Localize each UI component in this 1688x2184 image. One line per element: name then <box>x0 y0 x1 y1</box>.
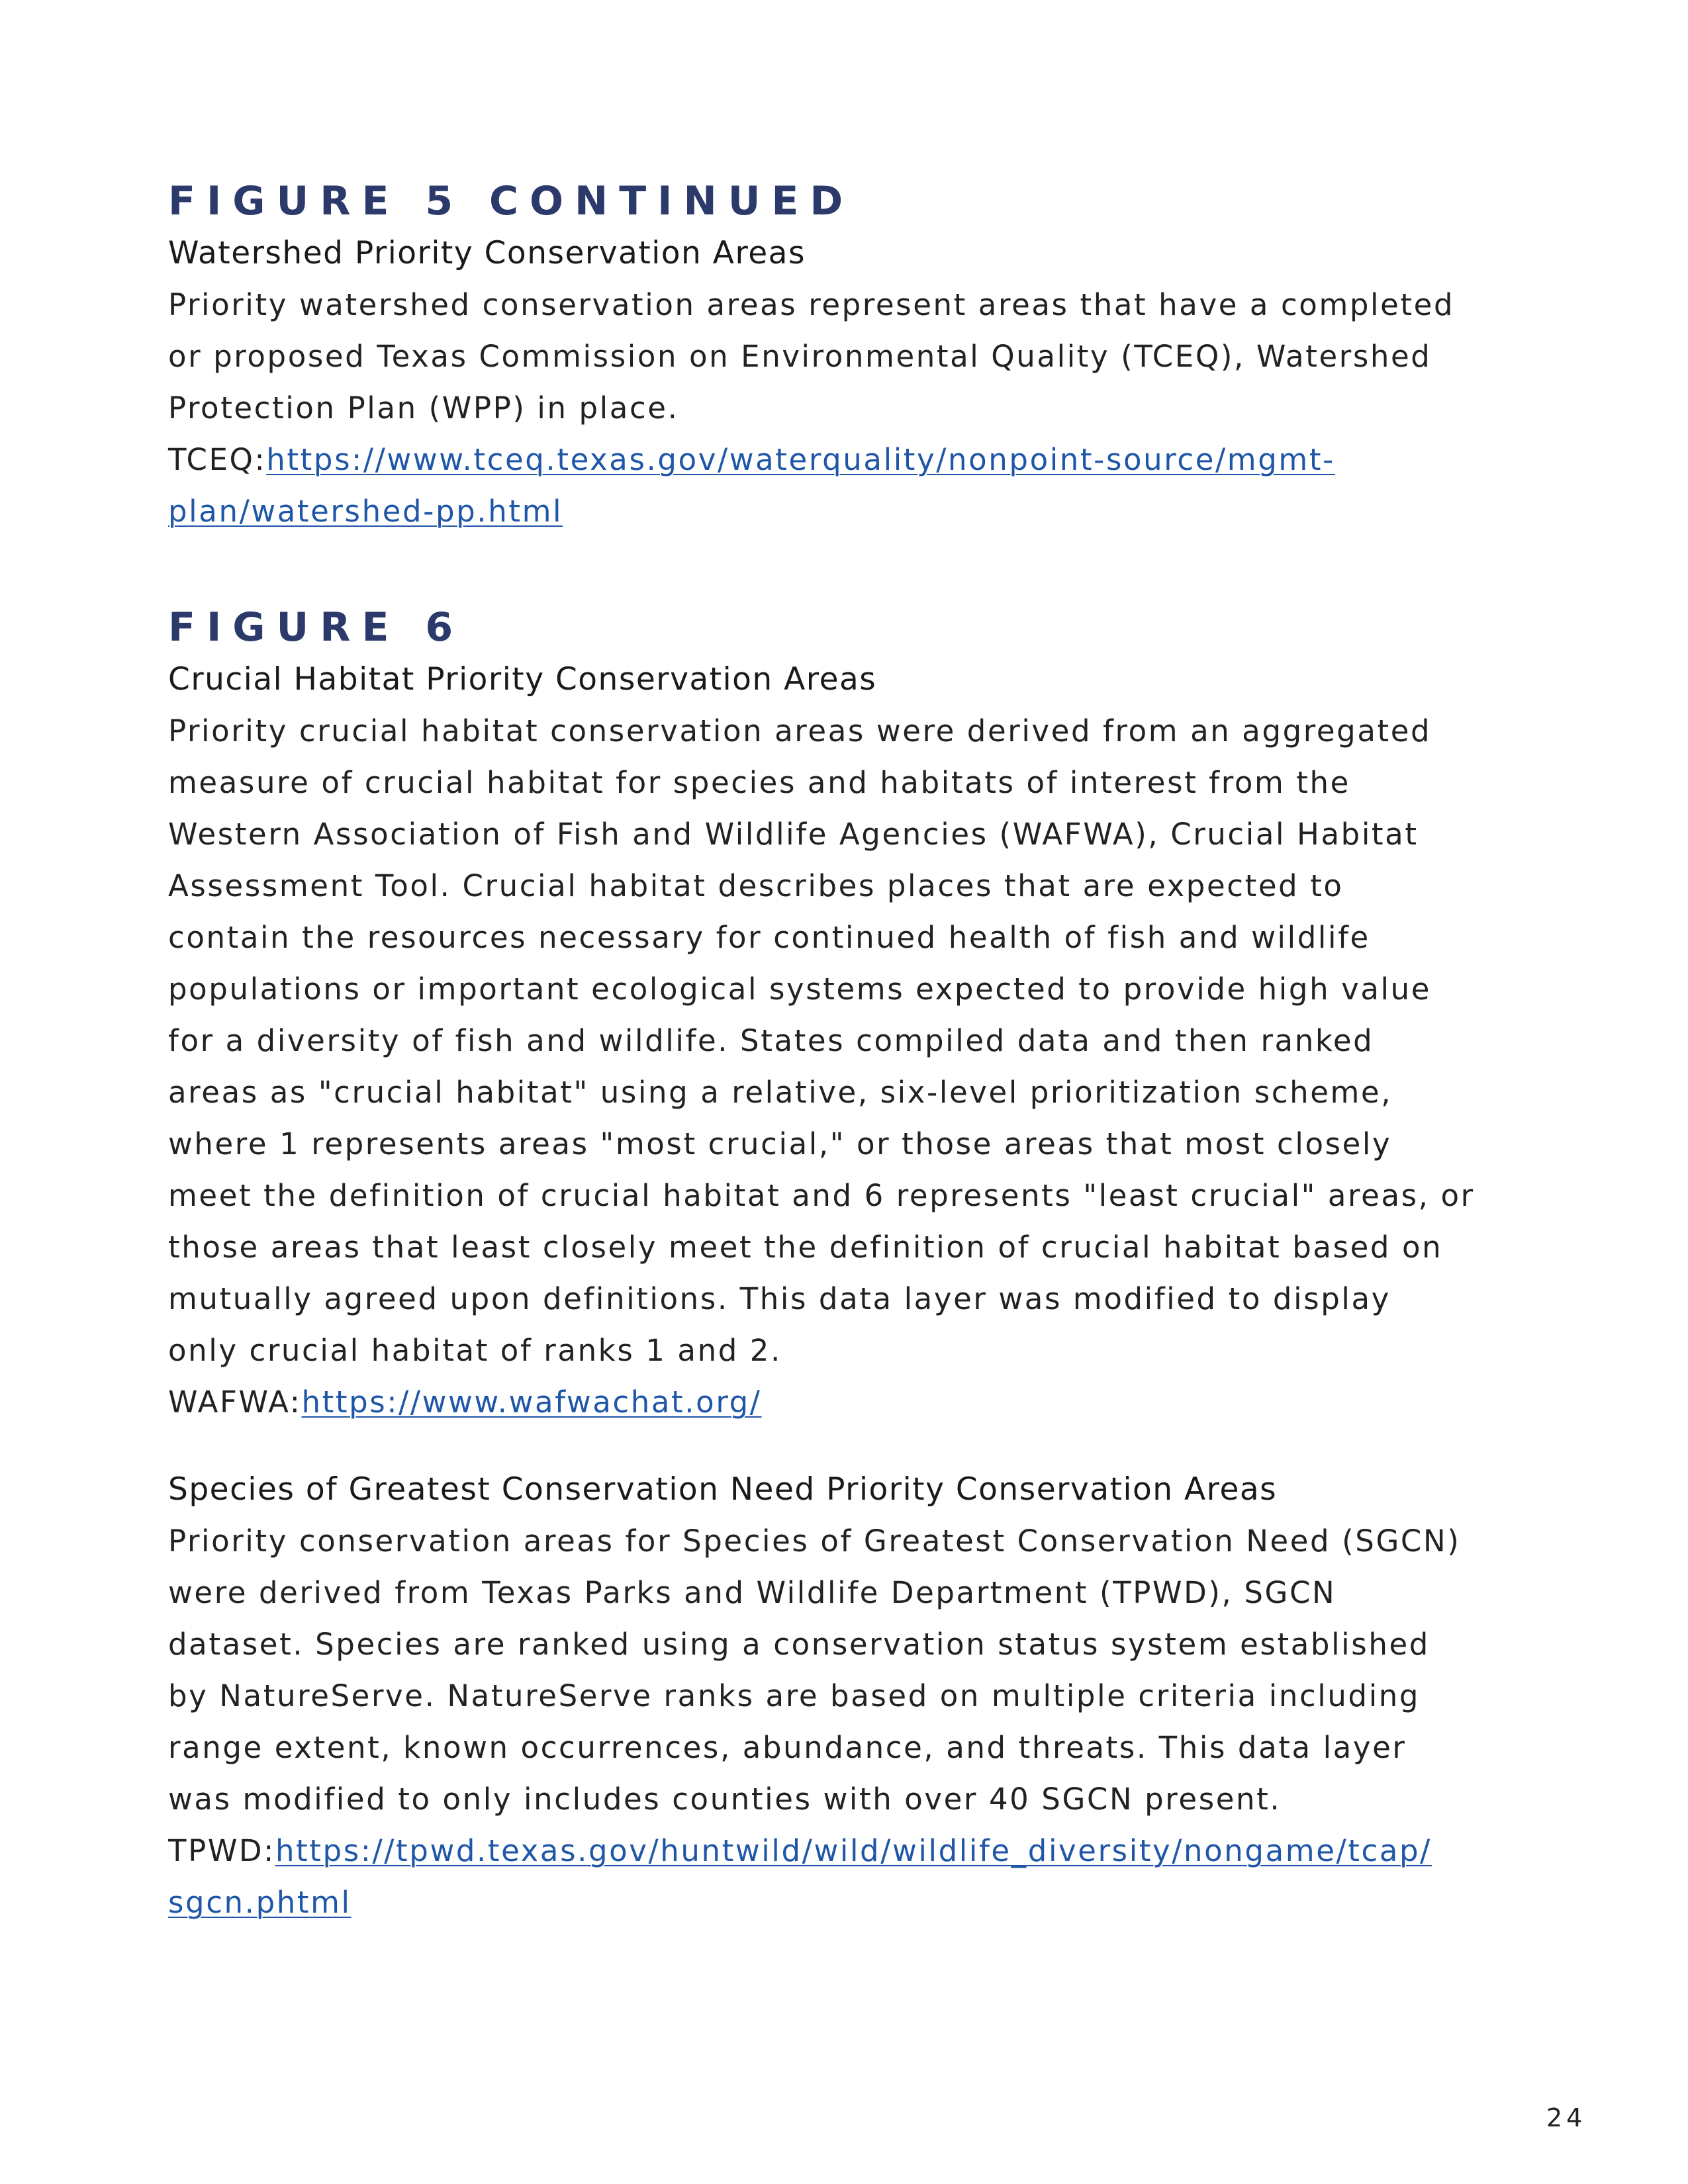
text-line: by NatureServe. NatureServe ranks are based on multiple criteria including <box>168 1678 1421 1713</box>
text-line: only crucial habitat of ranks 1 and 2. <box>168 1333 782 1368</box>
text-line: Priority watershed conservation areas represent areas that have a completed <box>168 287 1455 322</box>
sgcn-section <box>168 1464 1460 1929</box>
crucial-habitat-subheading: Crucial Habitat Priority Conservation Areas <box>168 661 877 698</box>
text-line: Priority conservation areas for Species of Greatest Conservation Need (SGCN) <box>168 1524 1461 1559</box>
tpwd-source-label: TPWD: <box>168 1833 275 1868</box>
text-line: for a diversity of fish and wildlife. States compiled data and then ranked <box>168 1023 1374 1058</box>
wafwa-link[interactable]: https://www.wafwachat.org/ <box>301 1385 762 1420</box>
text-line: where 1 represents areas "most crucial," or those areas that most closely <box>168 1126 1392 1161</box>
sgcn-subheading: Species of Greatest Conservation Need Priority Conservation Areas <box>168 1471 1278 1508</box>
sgcn-description <box>168 1516 1460 1929</box>
text-line: populations or important ecological systems expected to provide high value <box>168 972 1432 1007</box>
figure-5-section <box>168 175 1454 537</box>
page-number: 24 <box>1546 2103 1587 2132</box>
text-line: or proposed Texas Commission on Environmental Quality (TCEQ), Watershed <box>168 339 1432 374</box>
tceq-source-line-2 <box>168 486 1454 537</box>
tpwd-link-part2[interactable]: sgcn.phtml <box>168 1885 352 1920</box>
text-line: contain the resources necessary for continued health of fish and wildlife <box>168 920 1370 955</box>
tceq-link-part1[interactable]: https://www.tceq.texas.gov/waterquality/nonpoint-source/mgmt- <box>266 442 1335 477</box>
text-line: were derived from Texas Parks and Wildlife Department (TPWD), SGCN <box>168 1575 1336 1610</box>
watershed-subheading: Watershed Priority Conservation Areas <box>168 235 806 271</box>
text-line: range extent, known occurrences, abundance, and threats. This data layer <box>168 1730 1407 1765</box>
text-line: Western Association of Fish and Wildlife Agencies (WAFWA), Crucial Habitat <box>168 817 1419 852</box>
text-line: areas as "crucial habitat" using a relative, six-level prioritization scheme, <box>168 1075 1393 1110</box>
text-line: mutually agreed upon definitions. This data layer was modified to display <box>168 1281 1391 1316</box>
crucial-habitat-description <box>168 705 1475 1428</box>
figure-6-section <box>168 601 1475 1428</box>
figure-6-heading: FIGURE 6 <box>168 604 465 651</box>
tceq-source-line <box>168 434 1454 486</box>
text-line: those areas that least closely meet the definition of crucial habitat based on <box>168 1230 1443 1265</box>
text-line: Protection Plan (WPP) in place. <box>168 390 679 426</box>
tpwd-link-part1[interactable]: https://tpwd.texas.gov/huntwild/wild/wildlife_diversity/nongame/tcap/ <box>275 1833 1432 1868</box>
watershed-description <box>168 279 1454 537</box>
tceq-source-label: TCEQ: <box>168 442 267 477</box>
text-line: Priority crucial habitat conservation areas were derived from an aggregated <box>168 713 1432 749</box>
text-line: was modified to only includes counties with over 40 SGCN present. <box>168 1782 1282 1817</box>
wafwa-source-label: WAFWA: <box>168 1385 302 1420</box>
tpwd-source-line-2 <box>168 1877 1460 1929</box>
wafwa-source-line <box>168 1377 1475 1428</box>
text-line: dataset. Species are ranked using a conservation status system established <box>168 1627 1430 1662</box>
tceq-link-part2[interactable]: plan/watershed-pp.html <box>168 494 563 529</box>
text-line: meet the definition of crucial habitat and 6 represents "least crucial" areas, or <box>168 1178 1475 1213</box>
text-line: Assessment Tool. Crucial habitat describes places that are expected to <box>168 868 1344 903</box>
figure-5-heading: FIGURE 5 CONTINUED <box>168 178 855 224</box>
tpwd-source-line <box>168 1825 1460 1877</box>
text-line: measure of crucial habitat for species and habitats of interest from the <box>168 765 1350 800</box>
